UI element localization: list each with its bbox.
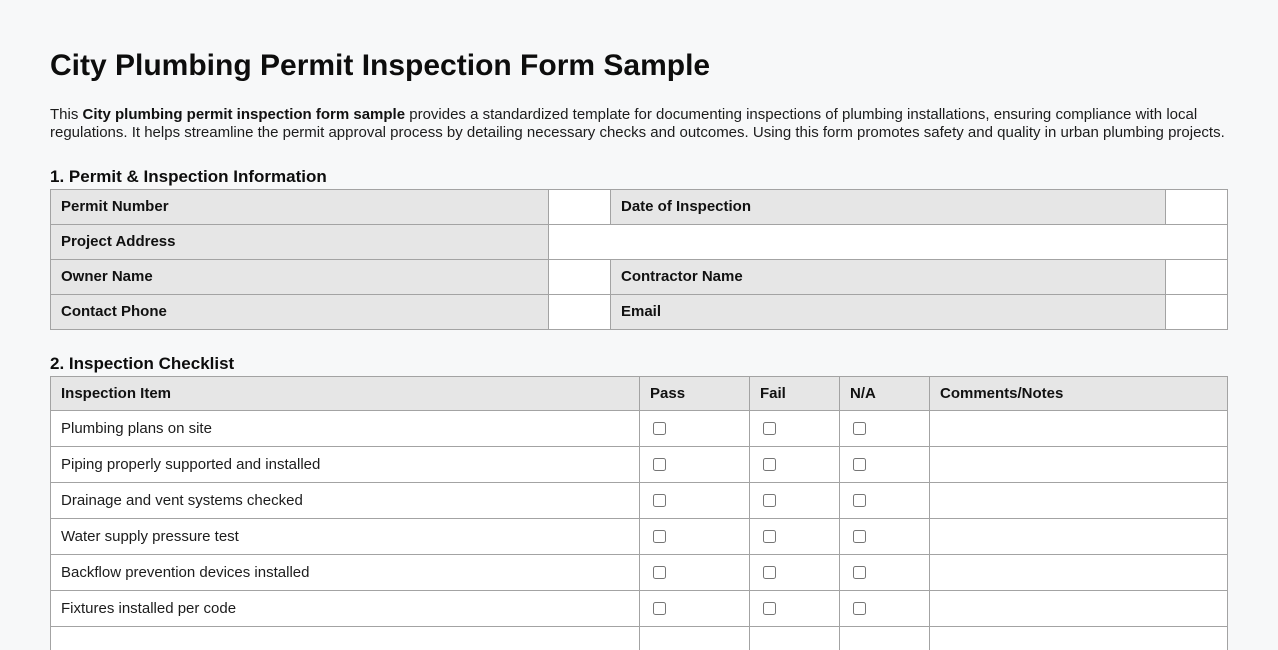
pass-checkbox[interactable] [653,566,666,579]
inspection-item-label [51,626,640,650]
column-header-pass: Pass [640,376,750,410]
form-document [50,48,1227,650]
pass-cell [640,482,750,518]
comments-cell [930,590,1228,626]
column-header-inspection-item: Inspection Item [51,376,640,410]
field-label-contact-phone: Contact Phone [51,294,549,329]
field-label-owner-name: Owner Name [51,259,549,294]
page-title: City Plumbing Permit Inspection Form Sample [50,49,711,82]
intro-text-prefix: This [50,106,83,123]
pass-cell [640,590,750,626]
fail-cell [750,482,840,518]
section-heading-checklist: 2. Inspection Checklist [50,353,235,373]
inspection-item-label: Water supply pressure test [51,518,640,554]
checklist-row [51,518,1228,554]
field-value-project-address [549,224,1228,259]
na-cell [840,446,930,482]
inspection-item-label: Plumbing plans on site [51,410,640,446]
field-value-permit-number [549,189,611,224]
na-checkbox[interactable] [853,494,866,507]
na-cell [840,554,930,590]
fail-checkbox[interactable] [763,458,776,471]
na-cell [840,590,930,626]
na-checkbox[interactable] [853,566,866,579]
permit-info-table [50,189,1228,330]
field-label-email: Email [611,294,1166,329]
fail-cell [750,554,840,590]
inspection-item-label: Piping properly supported and installed [51,446,640,482]
column-header-fail: Fail [750,376,840,410]
comments-cell [930,482,1228,518]
table-row [51,224,1228,259]
fail-cell [750,626,840,650]
checklist-header-row [51,376,1228,410]
inspection-item-label: Fixtures installed per code [51,590,640,626]
field-value-owner-name [549,259,611,294]
pass-checkbox[interactable] [653,422,666,435]
checklist-row [51,446,1228,482]
checklist-row [51,410,1228,446]
column-header-na: N/A [840,376,930,410]
fail-checkbox[interactable] [763,530,776,543]
field-label-date-of-inspection: Date of Inspection [611,189,1166,224]
pass-checkbox[interactable] [653,458,666,471]
na-cell [840,410,930,446]
checklist-row [51,554,1228,590]
field-value-contractor-name [1166,259,1228,294]
pass-checkbox[interactable] [653,494,666,507]
table-row [51,259,1228,294]
na-checkbox[interactable] [853,530,866,543]
field-label-permit-number: Permit Number [51,189,549,224]
checklist-row [51,590,1228,626]
pass-checkbox[interactable] [653,602,666,615]
pass-cell [640,518,750,554]
field-value-contact-phone [549,294,611,329]
pass-cell [640,554,750,590]
intro-text-rest: provides a standardized template for documenting inspections of plumbing installations, ensuring compliance with local regulations. It helps streamline the permit approval process by detailing necessary checks and outcomes. Using this form promotes safety and quality in urban plumbing projects. [50,106,1225,142]
pass-cell [640,446,750,482]
comments-cell [930,554,1228,590]
inspection-checklist-table [50,376,1228,650]
fail-cell [750,410,840,446]
intro-paragraph [50,106,1227,143]
section-heading-permit-info: 1. Permit & Inspection Information [50,166,327,186]
field-value-email [1166,294,1228,329]
field-value-date-of-inspection [1166,189,1228,224]
na-cell [840,482,930,518]
table-row [51,189,1228,224]
na-cell [840,518,930,554]
checklist-row-clipped [51,626,1228,650]
field-label-project-address: Project Address [51,224,549,259]
fail-checkbox[interactable] [763,494,776,507]
comments-cell [930,518,1228,554]
na-checkbox[interactable] [853,602,866,615]
fail-checkbox[interactable] [763,602,776,615]
pass-checkbox[interactable] [653,530,666,543]
fail-cell [750,446,840,482]
intro-bold-keyword: City plumbing permit inspection form sample [82,106,406,123]
na-cell [840,626,930,650]
fail-checkbox[interactable] [763,566,776,579]
table-row [51,294,1228,329]
fail-cell [750,518,840,554]
inspection-item-label: Drainage and vent systems checked [51,482,640,518]
pass-cell [640,410,750,446]
pass-cell [640,626,750,650]
fail-cell [750,590,840,626]
comments-cell [930,446,1228,482]
na-checkbox[interactable] [853,458,866,471]
fail-checkbox[interactable] [763,422,776,435]
na-checkbox[interactable] [853,422,866,435]
comments-cell [930,626,1228,650]
inspection-item-label: Backflow prevention devices installed [51,554,640,590]
column-header-comments: Comments/Notes [930,376,1228,410]
checklist-row [51,482,1228,518]
comments-cell [930,410,1228,446]
field-label-contractor-name: Contractor Name [611,259,1166,294]
